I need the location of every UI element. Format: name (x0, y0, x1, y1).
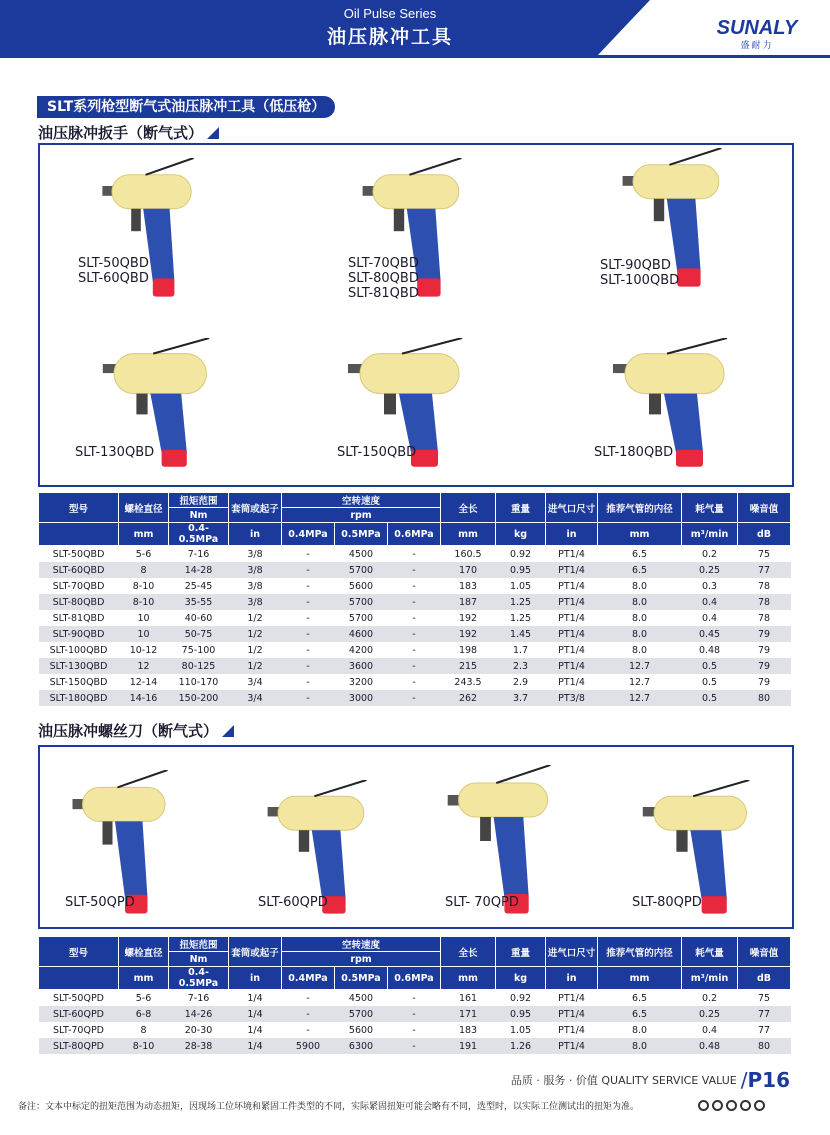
table-cell: SLT-130QBD (39, 658, 119, 674)
table-cell: - (388, 546, 441, 563)
table-cell: 1/4 (229, 1022, 282, 1038)
table-cell: - (388, 690, 441, 706)
table-cell: 3/4 (229, 674, 282, 690)
logo-text: SUNALY (716, 17, 798, 39)
wrench-model-label (348, 256, 419, 301)
table-cell: SLT-80QPD (39, 1038, 119, 1054)
table-cell: 243.5 (441, 674, 496, 690)
table-row (39, 578, 791, 594)
table-cell: 40-60 (169, 610, 229, 626)
header-inlet: 进气口尺寸 (546, 937, 598, 967)
table-cell: 1/4 (229, 1038, 282, 1054)
table-cell: 75 (738, 546, 791, 563)
table-cell: PT1/4 (546, 626, 598, 642)
table-row (39, 1038, 791, 1054)
table-row (39, 674, 791, 690)
header-length: 全长 (441, 493, 496, 523)
table-cell: 0.95 (496, 1006, 546, 1022)
header-unit: 0.4MPa (282, 523, 335, 546)
header-socket: 套筒或起子 (229, 937, 282, 967)
table-cell: 1.25 (496, 610, 546, 626)
table-cell: 3000 (335, 690, 388, 706)
circle-icon (740, 1100, 751, 1111)
tagline-text: 品质 · 服务 · 价值 QUALITY SERVICE VALUE (510, 1074, 737, 1087)
table-cell: 1.05 (496, 1022, 546, 1038)
table-cell: 0.2 (682, 546, 738, 563)
table-cell: 5600 (335, 1022, 388, 1038)
table-cell: 5900 (282, 1038, 335, 1054)
table-cell: 5700 (335, 562, 388, 578)
screwdriver-spec-table (38, 936, 791, 1054)
table-cell: 12-14 (119, 674, 169, 690)
table-cell: - (388, 1006, 441, 1022)
screw-model-label (445, 895, 519, 910)
section-title: SLT系列枪型断气式油压脉冲工具（低压枪） (37, 96, 335, 118)
table-cell: 215 (441, 658, 496, 674)
table-cell: 183 (441, 578, 496, 594)
table-cell: - (282, 658, 335, 674)
table-cell: 14-26 (169, 1006, 229, 1022)
table-cell: 0.2 (682, 990, 738, 1007)
model-name: SLT-90QBD (600, 258, 671, 273)
header-title-cn: 油压脉冲工具 (326, 26, 453, 48)
table-cell: - (388, 990, 441, 1007)
wrench-model-label (337, 445, 416, 460)
wrench-model-label (594, 445, 673, 460)
table-cell: 6.5 (598, 562, 682, 578)
table-cell: - (282, 626, 335, 642)
table-cell: 1.7 (496, 642, 546, 658)
table-cell: SLT-70QPD (39, 1022, 119, 1038)
table-cell: PT1/4 (546, 610, 598, 626)
table-cell: 6.5 (598, 1006, 682, 1022)
logo-subtext: 盛耐力 (740, 41, 774, 51)
header-unit: 0.4-0.5MPa (169, 523, 229, 546)
table-cell: 192 (441, 610, 496, 626)
table-cell: 1/2 (229, 642, 282, 658)
table-cell: 150-200 (169, 690, 229, 706)
header-noise: 噪音值 (738, 937, 791, 967)
table-row (39, 1022, 791, 1038)
screwdriver-subtitle-text: 油压脉冲螺丝刀（断气式） (38, 722, 219, 740)
header-unit: m³/min (682, 523, 738, 546)
table-cell: 8.0 (598, 642, 682, 658)
table-cell: 161 (441, 990, 496, 1007)
table-cell: 5-6 (119, 546, 169, 563)
header-unit: 0.5MPa (335, 523, 388, 546)
header-title-en: Oil Pulse Series (343, 6, 437, 21)
model-name: SLT-130QBD (75, 445, 155, 460)
table-cell: 0.48 (682, 642, 738, 658)
triangle-icon (207, 127, 219, 139)
table-cell: 171 (441, 1006, 496, 1022)
table-row (39, 626, 791, 642)
header-unit: 0.5MPa (335, 967, 388, 990)
table-cell: - (388, 626, 441, 642)
table-cell: 25-45 (169, 578, 229, 594)
header-unit: 0.4-0.5MPa (169, 967, 229, 990)
table-cell: 8-10 (119, 594, 169, 610)
table-cell: PT1/4 (546, 642, 598, 658)
page-header (0, 0, 830, 58)
brand-logo (702, 18, 812, 51)
table-cell: 1/4 (229, 1006, 282, 1022)
table-row (39, 658, 791, 674)
table-cell: 80 (738, 1038, 791, 1054)
header-noise: 噪音值 (738, 493, 791, 523)
table-cell: 6.5 (598, 546, 682, 563)
table-cell: 0.25 (682, 562, 738, 578)
header-unit-blank (39, 523, 119, 546)
header-unit: in (546, 523, 598, 546)
header-bolt: 螺栓直径 (119, 493, 169, 523)
table-cell: 78 (738, 594, 791, 610)
table-cell: PT1/4 (546, 1038, 598, 1054)
table-cell: - (282, 690, 335, 706)
table-cell: PT1/4 (546, 658, 598, 674)
table-cell: SLT-90QBD (39, 626, 119, 642)
table-cell: 12.7 (598, 674, 682, 690)
screw-model-label (65, 895, 135, 910)
table-cell: 0.25 (682, 1006, 738, 1022)
wrench-model-label (600, 258, 679, 288)
header-speed-unit: rpm (282, 508, 441, 523)
table-cell: - (282, 674, 335, 690)
table-cell: 77 (738, 1006, 791, 1022)
table-cell: 5600 (335, 578, 388, 594)
page-number: P16 (747, 1068, 790, 1092)
table-cell: - (282, 1022, 335, 1038)
slash: / (740, 1068, 748, 1092)
table-cell: 8-10 (119, 1038, 169, 1054)
header-speed-unit: rpm (282, 952, 441, 967)
table-row (39, 1006, 791, 1022)
model-name: SLT- 70QPD (445, 895, 519, 910)
table-cell: 80-125 (169, 658, 229, 674)
table-cell: 12 (119, 658, 169, 674)
table-cell: 2.3 (496, 658, 546, 674)
model-name: SLT-80QPD (632, 895, 702, 910)
table-cell: 0.5 (682, 690, 738, 706)
screw-model-label (632, 895, 702, 910)
table-cell: 8-10 (119, 578, 169, 594)
table-cell: 160.5 (441, 546, 496, 563)
table-cell: 12.7 (598, 690, 682, 706)
header-unit: kg (496, 967, 546, 990)
table-cell: PT1/4 (546, 674, 598, 690)
header-unit: 0.4MPa (282, 967, 335, 990)
table-cell: 5700 (335, 1006, 388, 1022)
table-cell: 1/2 (229, 626, 282, 642)
circle-icon (754, 1100, 765, 1111)
table-cell: 8.0 (598, 626, 682, 642)
table-cell: SLT-80QBD (39, 594, 119, 610)
table-cell: 0.95 (496, 562, 546, 578)
table-cell: 35-55 (169, 594, 229, 610)
table-cell: 3/8 (229, 578, 282, 594)
header-bolt: 螺栓直径 (119, 937, 169, 967)
table-cell: 20-30 (169, 1022, 229, 1038)
table-cell: PT1/4 (546, 1022, 598, 1038)
table-cell: 78 (738, 610, 791, 626)
table-cell: 0.4 (682, 1022, 738, 1038)
table-cell: 1/2 (229, 658, 282, 674)
table-cell: 10-12 (119, 642, 169, 658)
table-row (39, 690, 791, 706)
table-row (39, 610, 791, 626)
table-cell: 3/8 (229, 594, 282, 610)
table-cell: 3/8 (229, 546, 282, 563)
table-cell: 4500 (335, 990, 388, 1007)
table-cell: 0.45 (682, 626, 738, 642)
header-torque: 扭矩范围 (169, 493, 229, 508)
table-cell: 8.0 (598, 1022, 682, 1038)
table-cell: 8.0 (598, 578, 682, 594)
table-cell: 79 (738, 626, 791, 642)
header-speed: 空转速度 (282, 493, 441, 508)
footnote: 备注：文本中标定的扭矩范围为动态扭矩，因现场工位环境和紧固工件类型的不同，实际紧固扭矩可能会略有不同，选型时，以实际工位测试出的扭矩为准。 (18, 1102, 640, 1112)
footer-icons (698, 1096, 768, 1115)
table-cell: SLT-70QBD (39, 578, 119, 594)
model-name: SLT-60QBD (78, 271, 149, 286)
table-cell: 6-8 (119, 1006, 169, 1022)
table-cell: 3600 (335, 658, 388, 674)
header-unit: m³/min (682, 967, 738, 990)
table-cell: - (388, 594, 441, 610)
header-unit: mm (441, 967, 496, 990)
table-cell: 10 (119, 610, 169, 626)
table-cell: SLT-81QBD (39, 610, 119, 626)
table-cell: 5700 (335, 594, 388, 610)
table-cell: PT1/4 (546, 594, 598, 610)
header-air: 耗气量 (682, 493, 738, 523)
table-cell: 8.0 (598, 1038, 682, 1054)
table-cell: PT1/4 (546, 1006, 598, 1022)
header-hose: 推荐气管的内径 (598, 937, 682, 967)
table-row (39, 594, 791, 610)
table-cell: 4200 (335, 642, 388, 658)
table-cell: SLT-150QBD (39, 674, 119, 690)
header-unit: in (229, 967, 282, 990)
table-cell: 6300 (335, 1038, 388, 1054)
table-cell: PT1/4 (546, 562, 598, 578)
table-cell: 0.4 (682, 610, 738, 626)
table-cell: - (282, 546, 335, 563)
table-cell: 3200 (335, 674, 388, 690)
header-unit: kg (496, 523, 546, 546)
table-cell: SLT-60QPD (39, 1006, 119, 1022)
table-cell: SLT-50QBD (39, 546, 119, 563)
table-cell: 4600 (335, 626, 388, 642)
table-cell: 110-170 (169, 674, 229, 690)
model-name: SLT-80QBD (348, 271, 419, 286)
table-cell: - (388, 1022, 441, 1038)
model-name: SLT-150QBD (337, 445, 417, 460)
header-unit-blank (39, 967, 119, 990)
table-cell: 262 (441, 690, 496, 706)
table-cell: 8 (119, 1022, 169, 1038)
table-cell: 3.7 (496, 690, 546, 706)
table-cell: 0.5 (682, 658, 738, 674)
table-cell: 5700 (335, 610, 388, 626)
table-cell: 1.05 (496, 578, 546, 594)
table-cell: 0.3 (682, 578, 738, 594)
table-cell: 1.26 (496, 1038, 546, 1054)
model-name: SLT-50QBD (78, 256, 149, 271)
header-socket: 套筒或起子 (229, 493, 282, 523)
table-cell: 77 (738, 1022, 791, 1038)
table-cell: SLT-100QBD (39, 642, 119, 658)
header-speed: 空转速度 (282, 937, 441, 952)
table-cell: SLT-180QBD (39, 690, 119, 706)
table-cell: 79 (738, 658, 791, 674)
header-torque-unit: Nm (169, 508, 229, 523)
table-cell: - (388, 1038, 441, 1054)
header-hose: 推荐气管的内径 (598, 493, 682, 523)
table-cell: - (282, 594, 335, 610)
header-unit: mm (119, 967, 169, 990)
header-unit: in (546, 967, 598, 990)
table-cell: 75-100 (169, 642, 229, 658)
table-cell: - (388, 674, 441, 690)
table-cell: 4500 (335, 546, 388, 563)
header-air: 耗气量 (682, 937, 738, 967)
table-cell: 77 (738, 562, 791, 578)
table-row (39, 642, 791, 658)
header-unit: 0.6MPa (388, 967, 441, 990)
table-cell: 80 (738, 690, 791, 706)
table-cell: 7-16 (169, 990, 229, 1007)
table-cell: 1.25 (496, 594, 546, 610)
table-cell: 198 (441, 642, 496, 658)
header-inlet: 进气口尺寸 (546, 493, 598, 523)
header-torque-unit: Nm (169, 952, 229, 967)
wrench-model-label (78, 256, 149, 286)
wrench-subtitle-text: 油压脉冲扳手（断气式） (38, 124, 204, 142)
table-cell: 170 (441, 562, 496, 578)
table-cell: - (282, 1006, 335, 1022)
table-cell: 8.0 (598, 610, 682, 626)
header-length: 全长 (441, 937, 496, 967)
table-cell: - (282, 562, 335, 578)
table-cell: 50-75 (169, 626, 229, 642)
model-name: SLT-60QPD (258, 895, 328, 910)
circle-icon (712, 1100, 723, 1111)
model-name: SLT-81QBD (348, 286, 419, 301)
table-cell: PT1/4 (546, 990, 598, 1007)
header-unit: mm (598, 967, 682, 990)
wrench-subtitle (38, 122, 219, 143)
table-cell: 7-16 (169, 546, 229, 563)
model-name: SLT-50QPD (65, 895, 135, 910)
header-unit: mm (598, 523, 682, 546)
model-name: SLT-70QBD (348, 256, 419, 271)
table-cell: - (282, 642, 335, 658)
table-cell: - (388, 642, 441, 658)
model-name: SLT-100QBD (600, 273, 680, 288)
table-cell: 0.4 (682, 594, 738, 610)
header-model: 型号 (39, 493, 119, 523)
table-cell: 79 (738, 674, 791, 690)
table-cell: - (388, 658, 441, 674)
table-cell: 2.9 (496, 674, 546, 690)
header-unit: mm (119, 523, 169, 546)
header-unit: 0.6MPa (388, 523, 441, 546)
table-cell: 3/8 (229, 562, 282, 578)
table-cell: 14-16 (119, 690, 169, 706)
table-row (39, 562, 791, 578)
table-cell: 187 (441, 594, 496, 610)
table-cell: 8.0 (598, 594, 682, 610)
table-cell: - (282, 990, 335, 1007)
table-cell: 1/4 (229, 990, 282, 1007)
circle-icon (726, 1100, 737, 1111)
table-cell: 0.92 (496, 546, 546, 563)
header-unit: in (229, 523, 282, 546)
table-row (39, 546, 791, 563)
table-cell: 0.92 (496, 990, 546, 1007)
table-cell: 1.45 (496, 626, 546, 642)
table-cell: SLT-60QBD (39, 562, 119, 578)
table-cell: 0.5 (682, 674, 738, 690)
header-unit: mm (441, 523, 496, 546)
table-cell: 192 (441, 626, 496, 642)
wrench-spec-table (38, 492, 791, 706)
table-cell: 10 (119, 626, 169, 642)
header-unit: dB (738, 523, 791, 546)
table-cell: - (388, 610, 441, 626)
footer-tagline (511, 1068, 790, 1092)
table-cell: 0.48 (682, 1038, 738, 1054)
table-cell: 28-38 (169, 1038, 229, 1054)
table-cell: - (282, 610, 335, 626)
wrench-model-label (75, 445, 154, 460)
table-cell: 78 (738, 578, 791, 594)
table-cell: - (388, 562, 441, 578)
circle-icon (698, 1100, 709, 1111)
table-cell: 191 (441, 1038, 496, 1054)
table-cell: 3/4 (229, 690, 282, 706)
table-cell: 6.5 (598, 990, 682, 1007)
table-cell: 1/2 (229, 610, 282, 626)
table-cell: 183 (441, 1022, 496, 1038)
screwdriver-subtitle (38, 720, 234, 741)
screw-model-label (258, 895, 328, 910)
header-weight: 重量 (496, 937, 546, 967)
table-row (39, 990, 791, 1007)
table-cell: PT1/4 (546, 578, 598, 594)
header-stripe (0, 55, 830, 58)
table-cell: 12.7 (598, 658, 682, 674)
table-cell: PT3/8 (546, 690, 598, 706)
table-cell: SLT-50QPD (39, 990, 119, 1007)
header-unit: dB (738, 967, 791, 990)
table-cell: 5-6 (119, 990, 169, 1007)
table-cell: PT1/4 (546, 546, 598, 563)
table-cell: 75 (738, 990, 791, 1007)
table-cell: 79 (738, 642, 791, 658)
header-weight: 重量 (496, 493, 546, 523)
header-torque: 扭矩范围 (169, 937, 229, 952)
table-cell: 8 (119, 562, 169, 578)
table-cell: 14-28 (169, 562, 229, 578)
table-cell: - (282, 578, 335, 594)
model-name: SLT-180QBD (594, 445, 674, 460)
triangle-icon (222, 725, 234, 737)
table-cell: - (388, 578, 441, 594)
header-model: 型号 (39, 937, 119, 967)
